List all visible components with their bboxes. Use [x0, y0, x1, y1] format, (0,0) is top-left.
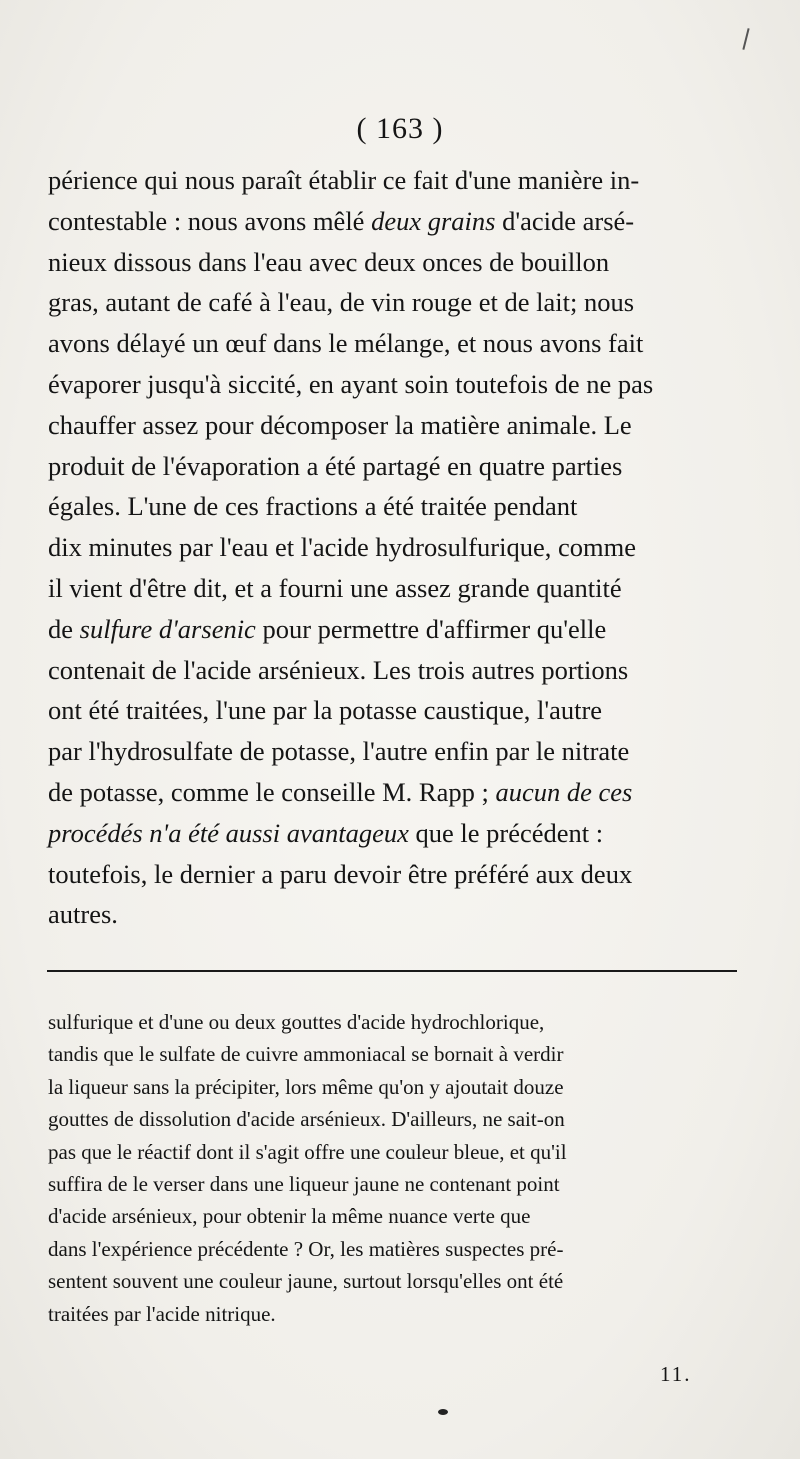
text-line: nieux dissous dans l'eau avec deux onces de bouillon — [48, 246, 610, 277]
footnote-line: suffira de le verser dans une liqueur jaune ne contenant point — [48, 1172, 560, 1197]
text-line: avons délayé un œuf dans le mélange, et nous avons fait — [48, 328, 644, 359]
emphasis: procédés n'a été aussi avantageux — [48, 817, 409, 848]
text-line — [48, 813, 738, 854]
text-line: chauffer assez pour décomposer la matière animale. Le — [48, 409, 632, 440]
emphasis: aucun de ces — [495, 776, 633, 807]
text-line: autres. — [48, 899, 118, 930]
footnote-text — [48, 1006, 738, 1330]
text-segment: pour permettre d'affirmer qu'elle — [255, 613, 607, 644]
footnote-line: dans l'expérience précédente ? Or, les matières suspectes pré- — [48, 1236, 564, 1261]
footnote-line: sentent souvent une couleur jaune, surtout lorsqu'elles ont été — [48, 1269, 564, 1294]
text-segment: de — [48, 613, 80, 644]
text-segment: contestable : nous avons mêlé — [48, 205, 372, 236]
footnote-line: d'acide arsénieux, pour obtenir la même nuance verte que — [48, 1204, 531, 1229]
text-segment: que le précédent : — [408, 817, 604, 848]
text-line — [48, 609, 738, 650]
text-line: évaporer jusqu'à siccité, en ayant soin toutefois de ne pas — [48, 368, 654, 399]
margin-mark — [742, 28, 749, 50]
main-text — [48, 160, 738, 935]
text-line: toutefois, le dernier a paru devoir être préféré aux deux — [48, 858, 633, 889]
footnote-line: la liqueur sans la précipiter, lors même qu'on y ajoutait douze — [48, 1074, 564, 1099]
ornament-dot — [438, 1409, 448, 1415]
text-line: ont été traitées, l'une par la potasse caustique, l'autre — [48, 695, 603, 726]
text-line: gras, autant de café à l'eau, de vin rouge et de lait; nous — [48, 287, 635, 318]
text-line: il vient d'être dit, et a fourni une assez grande quantité — [48, 572, 622, 603]
text-line — [48, 201, 738, 242]
page-number: ( 163 ) — [356, 112, 444, 145]
footnote-line: pas que le réactif dont il s'agit offre une couleur bleue, et qu'il — [48, 1139, 567, 1164]
footnote-separator — [47, 970, 737, 972]
text-segment: d'acide arsé- — [495, 205, 635, 236]
text-line: produit de l'évaporation a été partagé en quatre parties — [48, 450, 623, 481]
footnote-line: traitées par l'acide nitrique. — [48, 1301, 276, 1326]
text-line: égales. L'une de ces fractions a été traitée pendant — [48, 491, 578, 522]
text-line: dix minutes par l'eau et l'acide hydrosulfurique, comme — [48, 532, 636, 563]
footnote-line: gouttes de dissolution d'acide arsénieux. D'ailleurs, ne sait-on — [48, 1107, 565, 1132]
text-line — [48, 772, 738, 813]
emphasis: deux grains — [371, 205, 496, 236]
emphasis: sulfure d'arsenic — [79, 613, 256, 644]
footnote-line: sulfurique et d'une ou deux gouttes d'acide hydrochlorique, — [48, 1010, 545, 1034]
text-segment: de potasse, comme le conseille M. Rapp ; — [48, 776, 496, 807]
signature-mark: 11. — [660, 1362, 692, 1386]
footnote-line: tandis que le sulfate de cuivre ammoniacal se bornait à verdir — [48, 1042, 564, 1067]
text-line: périence qui nous paraît établir ce fait d'une manière in- — [48, 165, 640, 195]
text-line: par l'hydrosulfate de potasse, l'autre enfin par le nitrate — [48, 736, 630, 767]
text-line: contenait de l'acide arsénieux. Les trois autres portions — [48, 654, 629, 685]
